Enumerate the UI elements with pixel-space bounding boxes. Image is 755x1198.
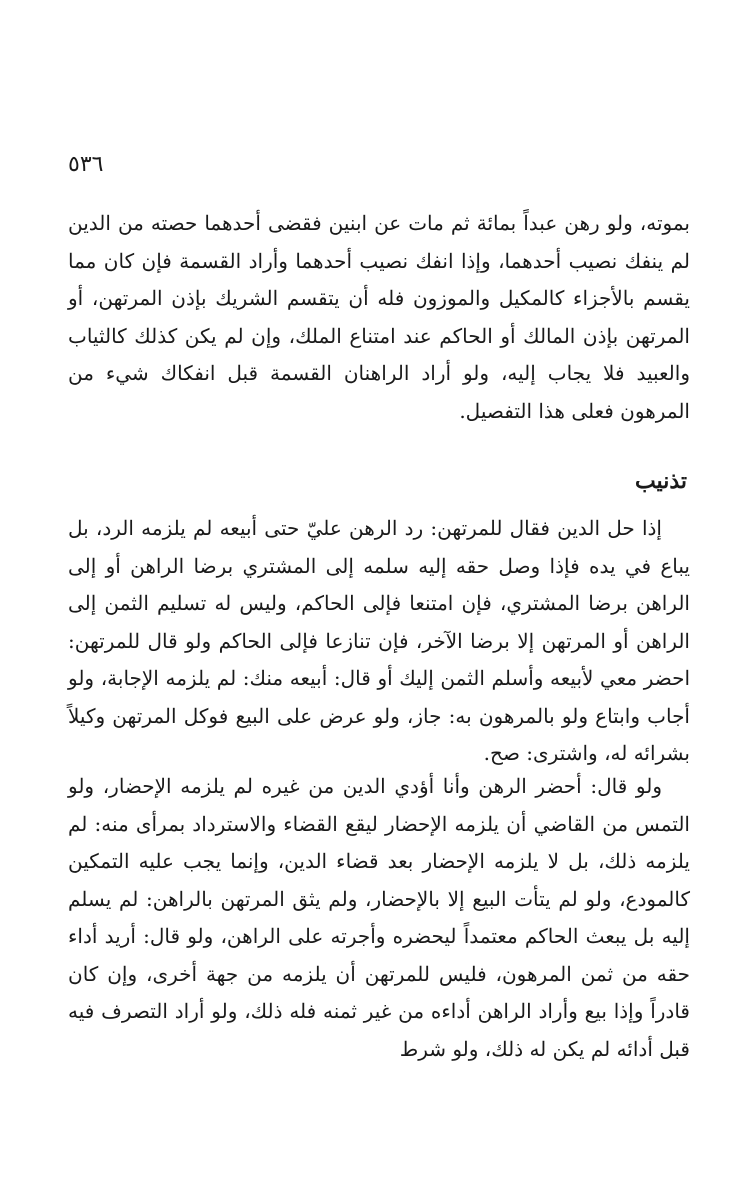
paragraph-3: ولو قال: أحضر الرهن وأنا أؤدي الدين من غيره لم يلزمه الإحضار، ولو التمس من القاضي أن يلزمه الإحضار ليقع القضاء والاسترداد بمرأى منه: لم يلزمه ذلك، بل لا يلزمه الإحضار بعد قضاء الدين، وإنما يجب عليه التمكين كالمودع، ولو لم يتأت البيع إلا بالإحضار، ولم يثق المرتهن بالراهن: لم يسلم إليه بل يبعث الحاكم معتمداً ليحضره وأجرته على الراهن، ولو قال: أريد أداء حقه من ثمن المرهون، فليس للمرتهن أن يلزمه من جهة أخرى، وإن كان قادراً وإذا بيع وأراد الراهن أداءه من غير ثمنه فله ذلك، ولو أراد التصرف فيه قبل أدائه لم يكن له ذلك، ولو شرط bbox=[68, 774, 690, 1061]
page-number: ٥٣٦ bbox=[68, 152, 104, 177]
section-heading: تذنيب bbox=[634, 468, 687, 494]
paragraph-2: إذا حل الدين فقال للمرتهن: رد الرهن عليّ حتى أبيعه لم يلزمه الرد، بل يباع في يده فإذا وصل حقه إليه سلمه إلى المشتري برضا الراهن أو إلى الراهن برضا المشتري، فإن امتنعا فإلى الحاكم، وليس له تسليم الثمن إلى الراهن أو المرتهن إلا برضا الآخر، فإن تنازعا فإلى الحاكم ولو قال للمرتهن: احضر معي لأبيعه وأسلم الثمن إليك أو قال: أبيعه منك: لم يلزمه الإجابة، ولو أجاب وابتاع ولو بالمرهون به: جاز، ولو عرض على البيع فوكل المرتهن وكيلاً بشرائه له، واشترى: صح. bbox=[68, 516, 691, 765]
paragraph-1: بموته، ولو رهن عبداً بمائة ثم مات عن ابنين فقضى أحدهما حصته من الدين لم ينفك نصيب أحدهما، وإذا انفك نصيب أحدهما وأراد القسمة فإن كان مما يقسم بالأجزاء كالمكيل والموزون فله أن يتقسم الشريك بإذن المرتهن، أو المرتهن بإذن المالك أو الحاكم عند امتناع الملك، وإن لم يكن كذلك كالثياب والعبيد فلا يجاب إليه، ولو أراد الراهنان القسمة قبل انفكاك شيء من المرهون فعلى هذا التفصيل. bbox=[68, 211, 690, 423]
